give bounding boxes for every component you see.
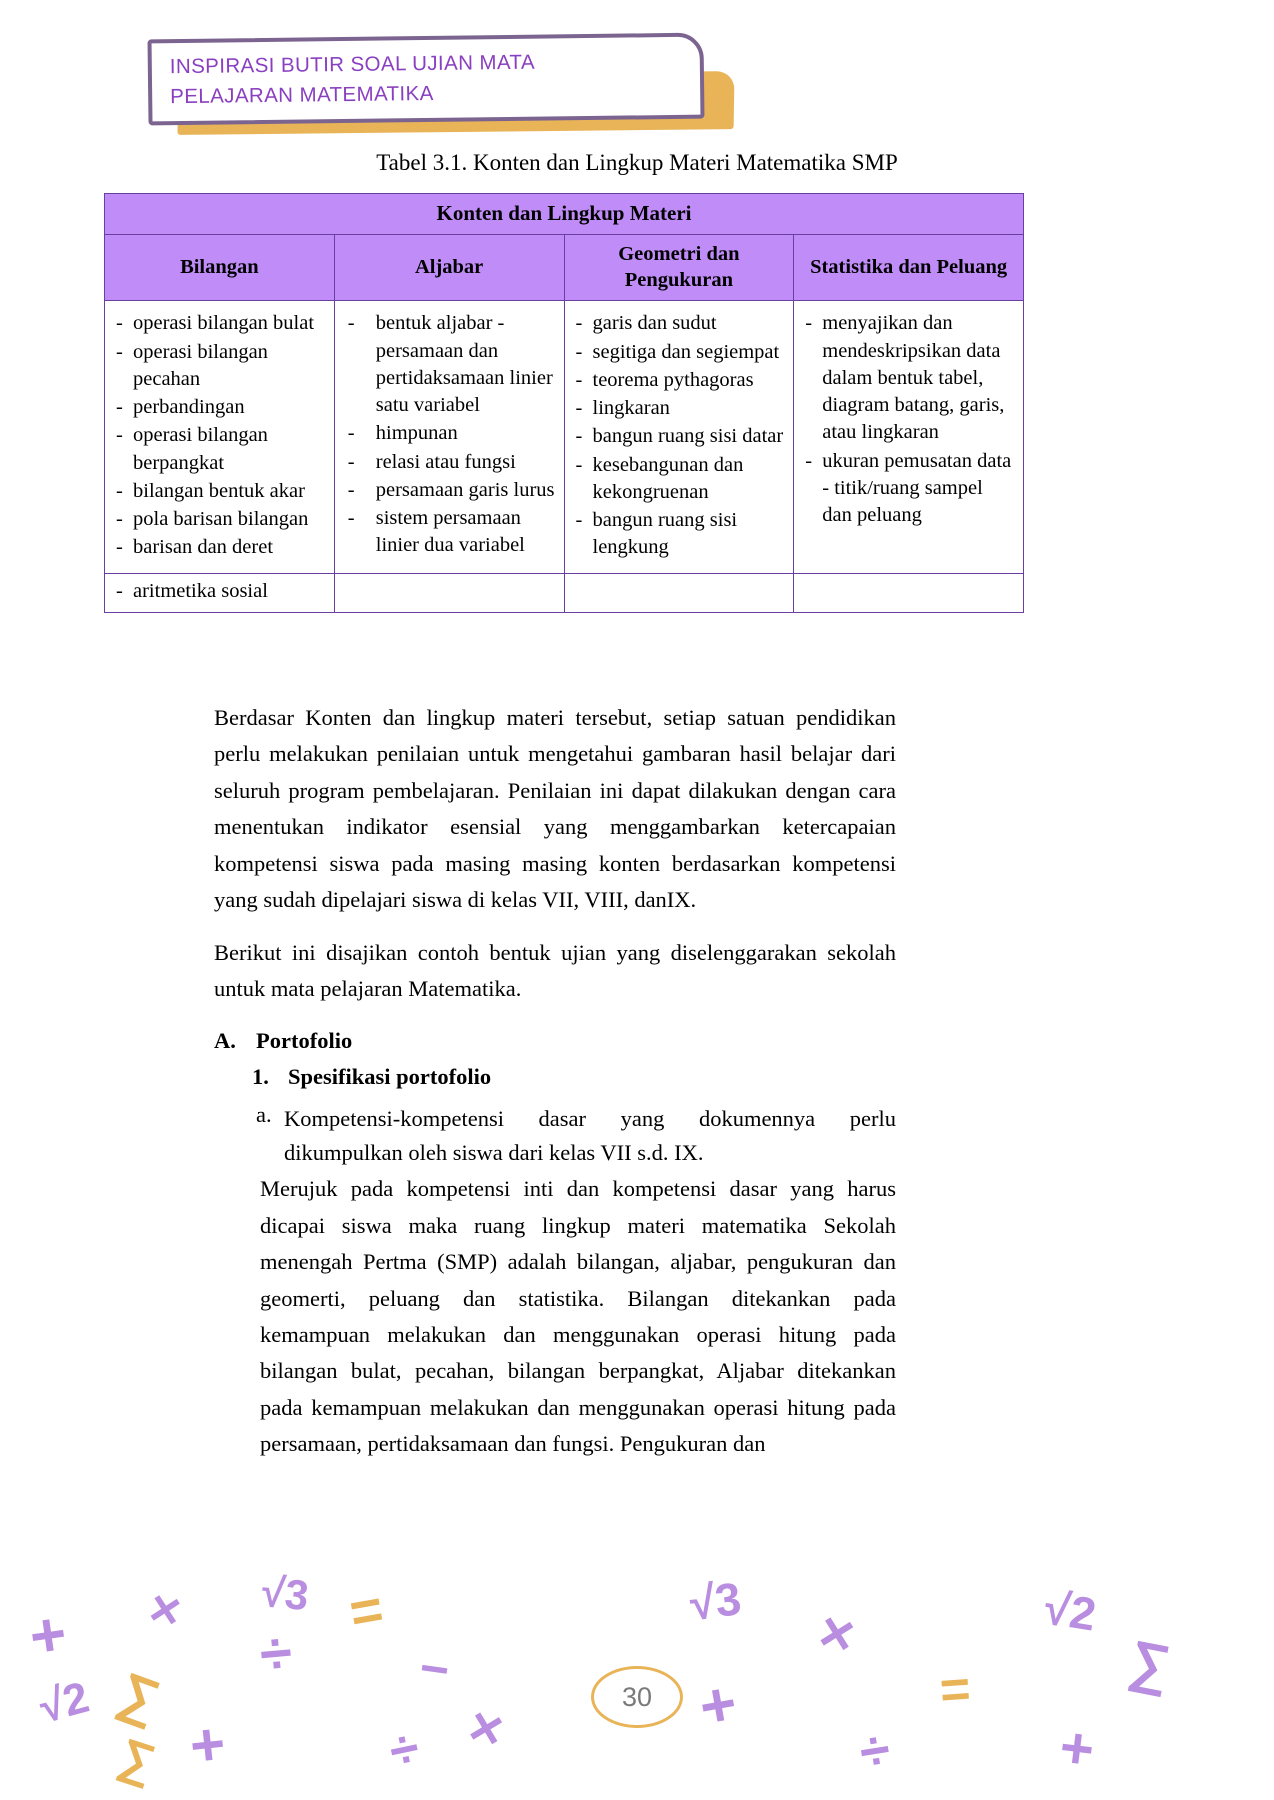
math-symbol: ÷ xyxy=(855,1719,895,1783)
page-number-badge xyxy=(591,1666,683,1728)
page-number: 30 xyxy=(621,1681,653,1712)
geometri-list xyxy=(573,310,786,561)
cell-bilangan xyxy=(105,301,335,573)
list-item: - segitiga dan segiempat xyxy=(573,339,786,366)
page-header-banner xyxy=(148,36,734,134)
math-symbol: = xyxy=(344,1576,388,1645)
list-item: - menyajikan dan mendeskripsikan data dalam bentuk tabel, diagram batang, garis, atau lingkaran xyxy=(802,310,1015,446)
math-symbol: + xyxy=(186,1709,229,1780)
paragraph-merujuk: Merujuk pada kompetensi inti dan kompetensi dasar yang harus dicapai siswa maka ruang lingkup materi matematika Sekolah menengah Pertma (SMP) adalah bilangan, aljabar, pengukuran dan geomerti, peluang dan statistika. Bilangan ditekankan pada kemampuan melakukan dan menggunakan operasi hitung pada bilangan bulat, pecahan, bilangan berpangkat, Aljabar ditekankan pada kemampuan melakukan dan menggunakan operasi hitung pada persamaan, pertidaksamaan dan fungsi. Pengukuran dan xyxy=(260,1176,896,1457)
cell-geometri xyxy=(564,301,794,573)
list-item: - sistem persamaan linier dua variabel xyxy=(343,505,556,560)
math-symbol: ∑ xyxy=(112,1729,162,1790)
list-item: - bangun ruang sisi lengkung xyxy=(573,507,786,562)
column-header-geometri: Geometri dan Pengukuran xyxy=(564,235,794,301)
math-symbol: √3 xyxy=(687,1572,744,1630)
subitem-a-kompetensi xyxy=(214,1102,896,1172)
subsection-1-marker: 1. xyxy=(252,1063,269,1089)
statistika-list xyxy=(802,310,1015,529)
banner-title xyxy=(170,46,691,111)
cell-aljabar-last xyxy=(334,573,564,612)
math-symbol: + xyxy=(694,1668,742,1743)
table-caption: Tabel 3.1. Konten dan Lingkup Materi Matematika SMP xyxy=(376,150,898,175)
list-item: - barisan dan deret xyxy=(113,534,326,561)
math-symbol: × xyxy=(144,1578,187,1642)
math-symbol: ∑ xyxy=(1124,1627,1176,1698)
content-scope-table xyxy=(104,193,1024,613)
list-item: - relasi atau fungsi xyxy=(343,449,556,476)
table-body-row xyxy=(105,301,1024,573)
list-item: - kesebangunan dan kekongruenan xyxy=(573,452,786,507)
list-item: - teorema pythagoras xyxy=(573,367,786,394)
column-header-bilangan: Bilangan xyxy=(105,235,335,301)
section-a-label: Portofolio xyxy=(256,1027,353,1053)
section-a-marker: A. xyxy=(214,1027,236,1053)
cell-bilangan-last xyxy=(105,573,335,612)
aljabar-list xyxy=(343,310,556,559)
math-symbol: √2 xyxy=(34,1672,95,1733)
table-last-row xyxy=(105,573,1024,612)
list-item: - bilangan bentuk akar xyxy=(113,478,326,505)
list-item: - himpunan xyxy=(343,420,556,447)
cell-aljabar xyxy=(334,301,564,573)
math-symbol: + xyxy=(25,1598,71,1673)
math-symbol: × xyxy=(813,1598,861,1669)
table-group-header: Konten dan Lingkup Materi xyxy=(105,194,1024,235)
banner-title-line2: PELAJARAN MATEMATIKA xyxy=(170,81,434,108)
bilangan-last-list xyxy=(113,580,326,603)
column-header-statistika: Statistika dan Peluang xyxy=(794,235,1024,301)
table-column-header-row xyxy=(105,235,1024,301)
math-symbol: √3 xyxy=(259,1567,311,1620)
subitem-a-text: Kompetensi-kompetensi dasar yang dokumennya perlu dikumpulkan oleh siswa dari kelas VII s.d. IX. xyxy=(284,1105,896,1166)
list-item: - operasi bilangan bulat xyxy=(113,310,326,337)
cell-geometri-last xyxy=(564,573,794,612)
math-symbol: = xyxy=(938,1660,973,1720)
subitem-a-marker: a. xyxy=(256,1101,272,1127)
math-symbol: × xyxy=(462,1692,510,1763)
math-symbol: − xyxy=(416,1639,453,1699)
list-item: - bentuk aljabar - persamaan dan pertidaksamaan linier satu variabel xyxy=(343,310,556,419)
math-symbol: ÷ xyxy=(384,1718,425,1782)
section-a-portofolio xyxy=(214,1028,896,1054)
document-body xyxy=(214,700,896,1463)
list-item: - pola barisan bilangan xyxy=(113,506,326,533)
list-item: - persamaan garis lurus xyxy=(343,477,556,504)
math-symbol: √2 xyxy=(1041,1581,1100,1641)
subsection-1-spesifikasi xyxy=(214,1064,896,1090)
list-item: - aritmetika sosial xyxy=(113,580,326,603)
list-item: - operasi bilangan pecahan xyxy=(113,339,326,394)
cell-statistika-last xyxy=(794,573,1024,612)
math-symbol: ÷ xyxy=(257,1619,295,1688)
bilangan-list xyxy=(113,310,326,561)
math-symbol: + xyxy=(1056,1714,1098,1783)
list-item: - garis dan sudut xyxy=(573,310,786,337)
list-item: - ukuran pemusatan data - titik/ruang sampel dan peluang xyxy=(802,448,1015,530)
column-header-aljabar: Aljabar xyxy=(334,235,564,301)
banner-title-line1: INSPIRASI BUTIR SOAL UJIAN MATA xyxy=(169,50,536,79)
list-item: - operasi bilangan berpangkat xyxy=(113,422,326,477)
math-symbol: ∑ xyxy=(110,1661,168,1731)
table-group-header-row xyxy=(105,194,1024,235)
paragraph-berikut: Berikut ini disajikan contoh bentuk ujian yang diselenggarakan sekolah untuk mata pelajaran Matematika. xyxy=(214,939,896,1002)
cell-statistika xyxy=(794,301,1024,573)
content-table-wrapper xyxy=(104,193,1024,613)
subsection-1-label: Spesifikasi portofolio xyxy=(288,1063,492,1089)
paragraph-intro: Berdasar Konten dan lingkup materi tersebut, setiap satuan pendidikan perlu melakukan penilaian untuk mengetahui gambaran hasil belajar dari seluruh program pembelajaran. Penilaian ini dapat dilakukan dengan cara menentukan indikator esensial yang menggambarkan ketercapaian kompetensi siswa pada masing masing konten berdasarkan kompetensi yang sudah dipelajari siswa di kelas VII, VIII, danIX. xyxy=(214,705,896,913)
list-item: - perbandingan xyxy=(113,394,326,421)
list-item: - lingkaran xyxy=(573,395,786,422)
footer-math-symbols-decoration xyxy=(0,1560,1274,1800)
list-item: - bangun ruang sisi datar xyxy=(573,423,786,450)
